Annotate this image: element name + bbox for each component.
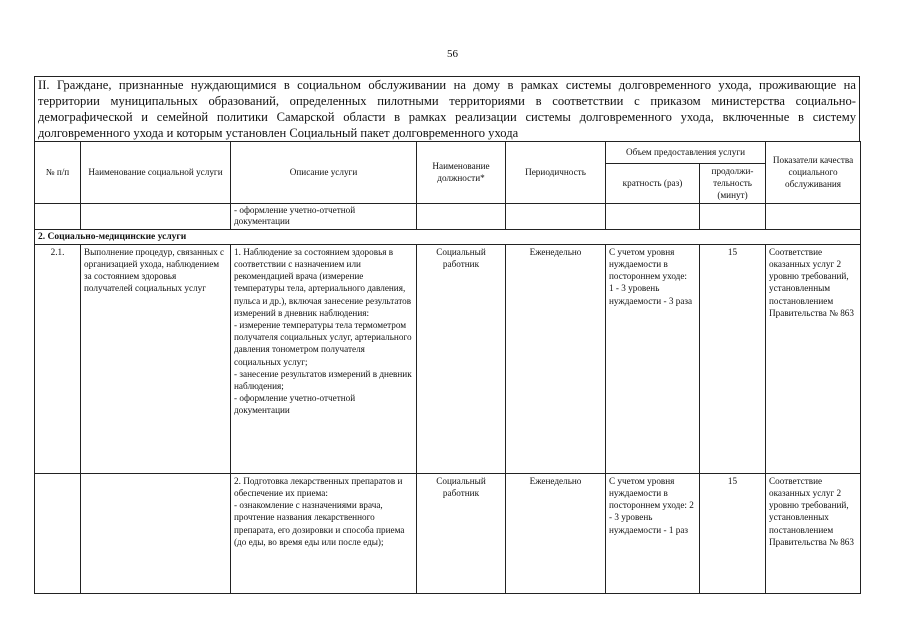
header-num: № п/п: [35, 142, 81, 204]
header-description: Описание услуги: [231, 142, 417, 204]
row-duration: 15: [700, 473, 766, 593]
header-position: Наименование должности*: [417, 142, 506, 204]
table-row: [35, 203, 861, 229]
header-service: Наименование социальной услуги: [81, 142, 231, 204]
row-num: 2.1.: [35, 244, 81, 473]
row-description: 1. Наблюдение за состоянием здоровья в соответствии с назначением или рекомендацией врача (измерение температуры тела, артериального давления, пульса и др.), включая занесение результатов измерений в дневник наблюдения: - измерение температуры тела термометром получателя социальных услуг, артериального давления тонометром получателя социальных услуг; - занесение результатов измерений в дневник наблюдения; - оформление учетно-отчетной документации: [231, 244, 417, 473]
table-header-row: [35, 142, 861, 164]
services-table: [34, 141, 861, 594]
section-row: [35, 229, 861, 244]
page-number: 56: [447, 48, 458, 60]
header-multiplicity: кратность (раз): [606, 164, 700, 204]
header-periodicity: Периодичность: [506, 142, 606, 204]
continuation-description: - оформление учетно-отчетной документации: [231, 203, 417, 229]
row-description: 2. Подготовка лекарственных препаратов и обеспечение их приема: - ознакомление с назначениями врача, прочтение названия лекарственного препарата, его дозировки и способа приема (до еды, во время еды или после еды);: [231, 473, 417, 593]
section-title: 2. Социально-медицинские услуги: [35, 229, 861, 244]
table-row: [35, 473, 861, 593]
row-periodicity: Еженедельно: [506, 244, 606, 473]
table-row: [35, 244, 861, 473]
row-quality: Соответствие оказанных услуг 2 уровню требований, установленных постановлением Правительства № 863: [766, 473, 861, 593]
row-position: Социальный работник: [417, 244, 506, 473]
row-num: [35, 473, 81, 593]
row-position: Социальный работник: [417, 473, 506, 593]
row-multiplicity: С учетом уровня нуждаемости в постороннем уходе: 1 - 3 уровень нуждаемости - 3 раза: [606, 244, 700, 473]
header-quality: Показатели качества социального обслуживания: [766, 142, 861, 204]
row-multiplicity: С учетом уровня нуждаемости в постороннем уходе: 2 - 3 уровень нуждаемости - 1 раз: [606, 473, 700, 593]
section-heading: II. Граждане, признанные нуждающимися в социальном обслуживании на дому в рамках системы долговременного ухода, проживающие на территории муниципальных образований, определенных пилотными территориями в соответствии с приказом министерства социально-демографической и семейной политики Самарской области в рамках реализации системы долговременного ухода, включенные в систему долговременного ухода и которым установлен Социальный пакет долговременного ухода: [34, 76, 860, 141]
row-service: [81, 473, 231, 593]
document-table-frame: [34, 76, 860, 594]
header-volume: Объем предоставления услуги: [606, 142, 766, 164]
row-duration: 15: [700, 244, 766, 473]
row-periodicity: Еженедельно: [506, 473, 606, 593]
row-quality: Соответствие оказанных услуг 2 уровню требований, установленным постановлением Правительства № 863: [766, 244, 861, 473]
row-service: Выполнение процедур, связанных с организацией ухода, наблюдением за состоянием здоровья получателей социальных услуг: [81, 244, 231, 473]
header-duration: продолжи-тельность (минут): [700, 164, 766, 204]
